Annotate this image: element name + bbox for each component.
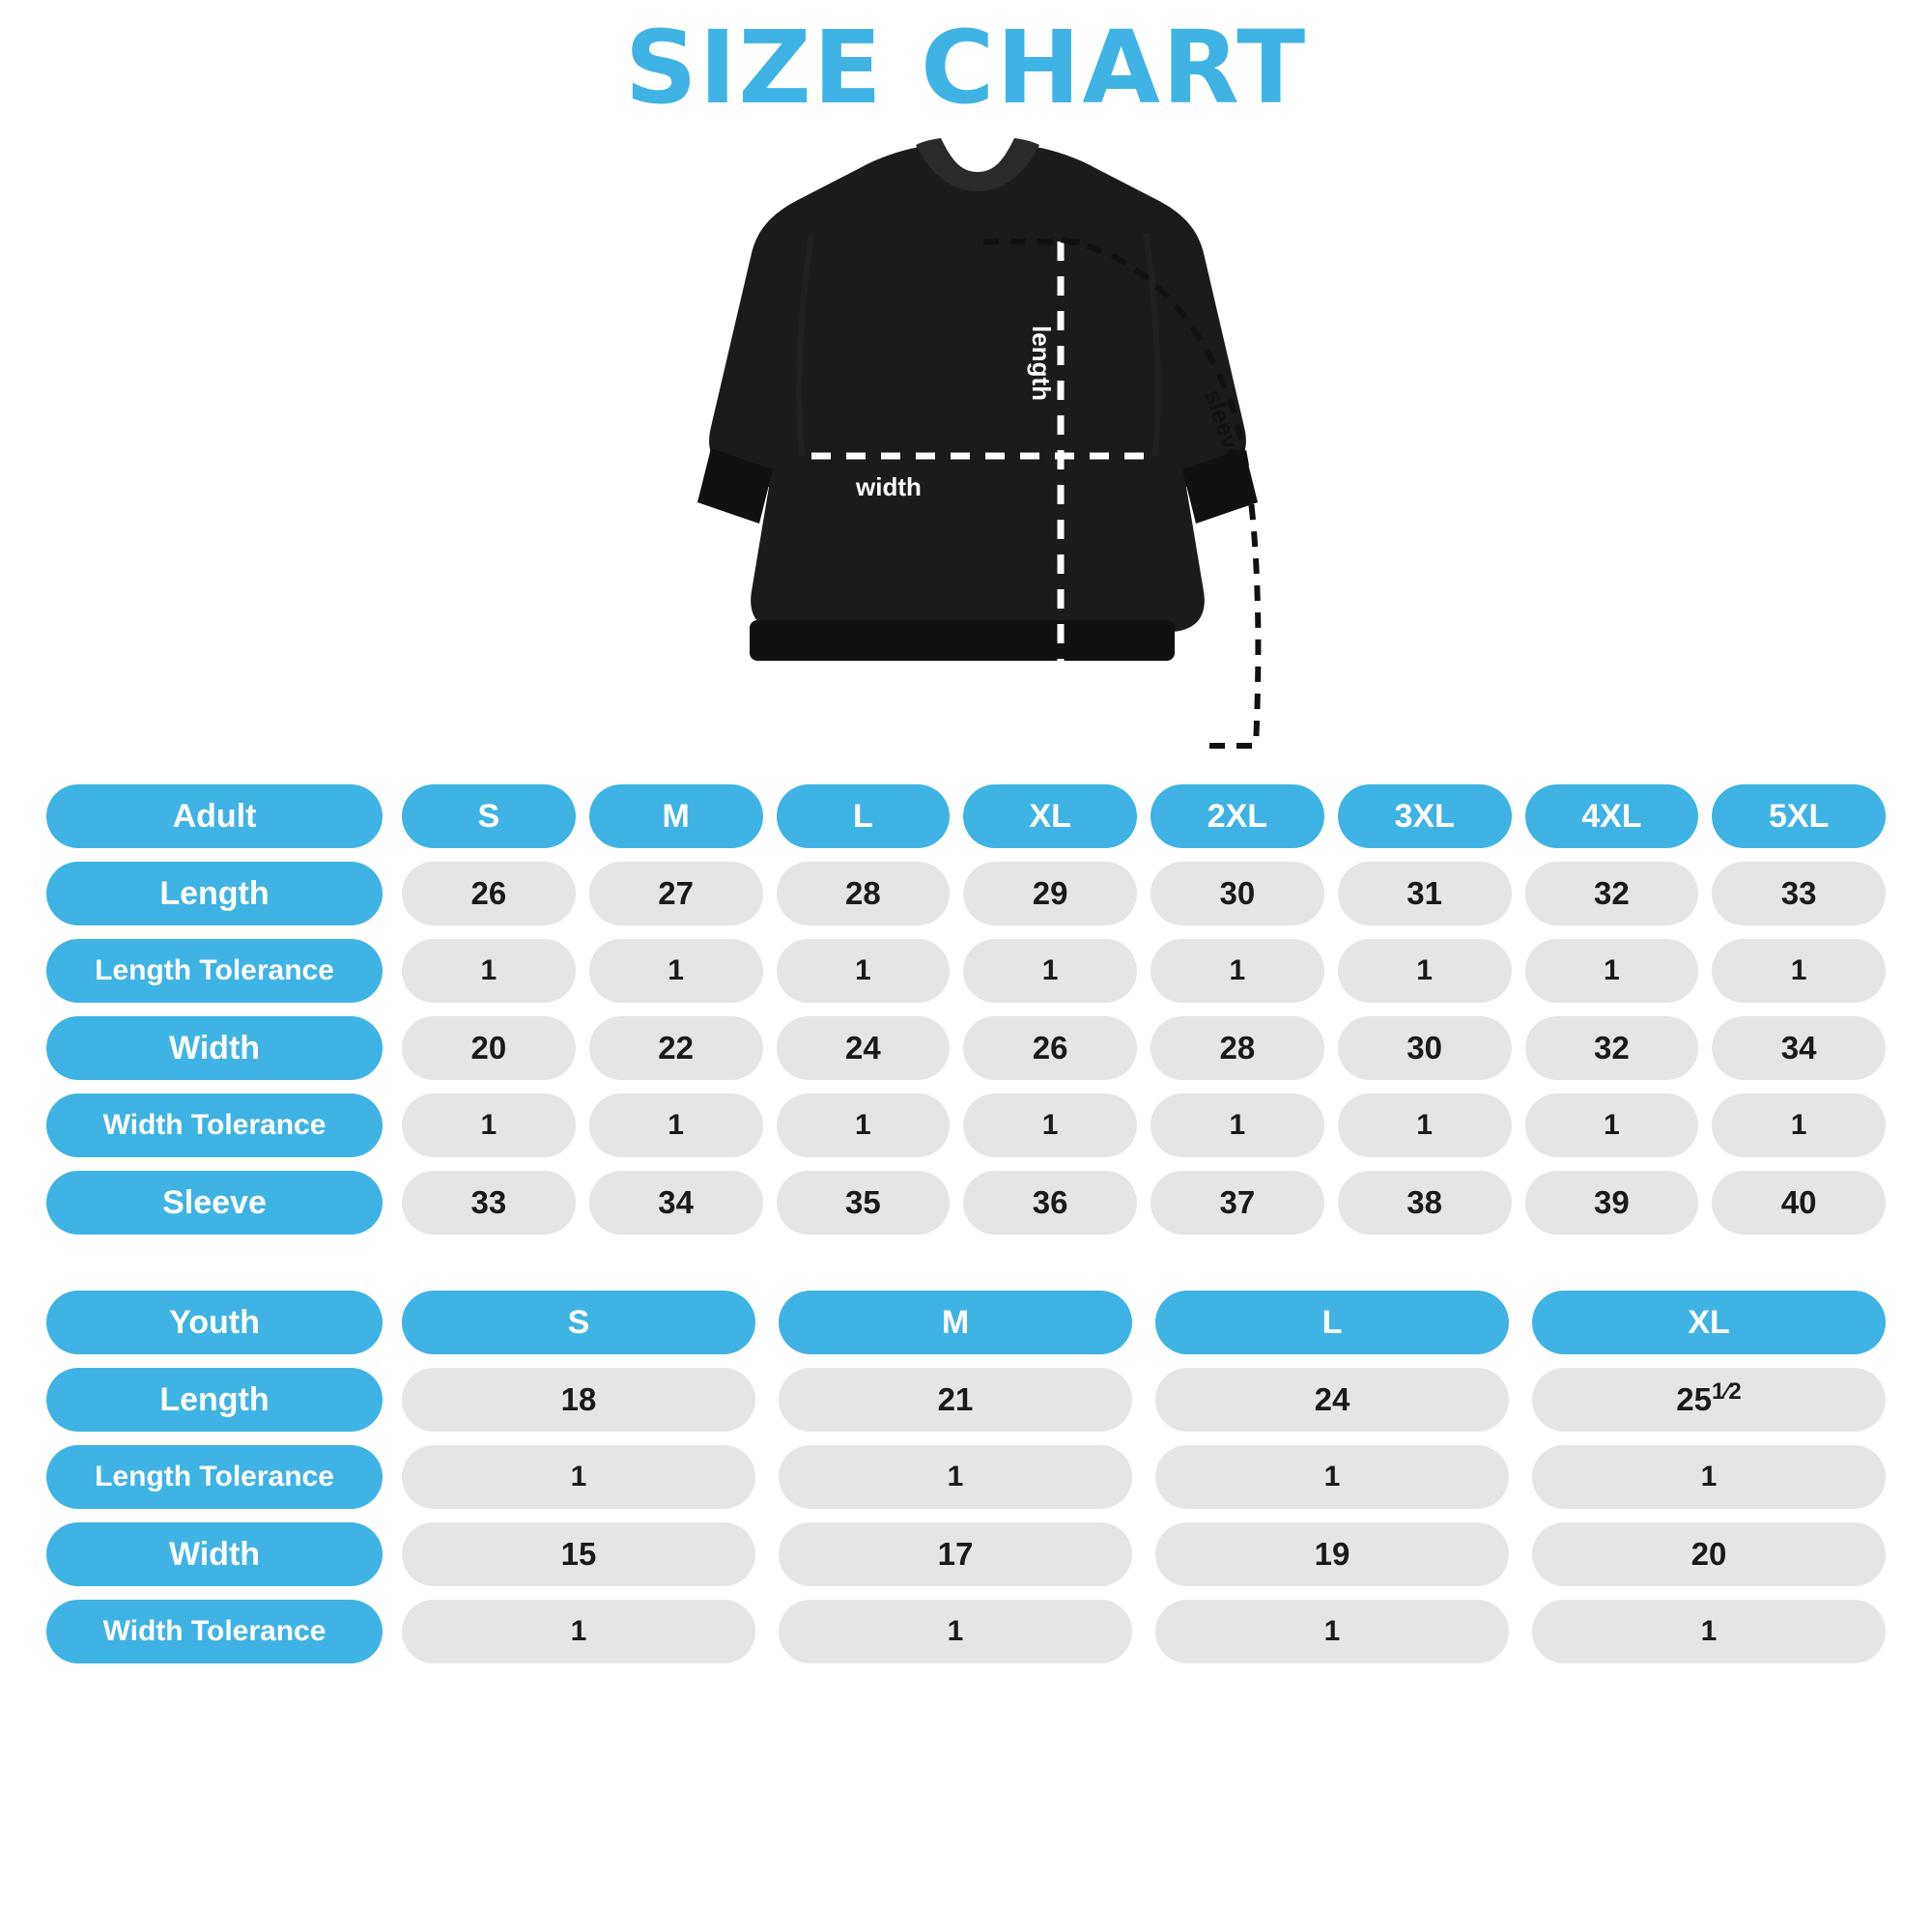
- measurement-guides: [0, 118, 1932, 784]
- cell-value: 40: [1712, 1171, 1886, 1235]
- cell-value: 31: [1338, 862, 1512, 925]
- cell-value: 1: [402, 1600, 755, 1663]
- cell-value: 1: [1338, 939, 1512, 1003]
- table-row: [46, 862, 1886, 925]
- cell-value: 32: [1525, 862, 1699, 925]
- cell-value-fraction: $25^{1⁄2}$: [1532, 1368, 1886, 1432]
- column-header-xl: XL: [1532, 1291, 1886, 1354]
- table-row: [46, 1600, 1886, 1663]
- column-header-4xl: 4XL: [1525, 784, 1699, 848]
- cell-value: 28: [777, 862, 951, 925]
- cell-value: 21: [779, 1368, 1132, 1432]
- row-label-sleeve: Sleeve: [46, 1171, 383, 1235]
- cell-value: 1: [1532, 1445, 1886, 1509]
- column-header-m: M: [589, 784, 763, 848]
- cell-value: 29: [963, 862, 1137, 925]
- cell-value: 18: [402, 1368, 755, 1432]
- table-row: [46, 1291, 1886, 1354]
- table-row: [46, 1171, 1886, 1235]
- table-row: [46, 1445, 1886, 1509]
- cell-value: 32: [1525, 1016, 1699, 1080]
- cell-value: 15: [402, 1522, 755, 1586]
- cell-value: 1: [589, 939, 763, 1003]
- length-label: length: [1027, 326, 1056, 401]
- cell-value: 30: [1338, 1016, 1512, 1080]
- table-row: [46, 939, 1886, 1003]
- width-label: width: [856, 472, 922, 501]
- cell-value: 1: [1151, 1094, 1324, 1157]
- adult-header-label: Adult: [46, 784, 383, 848]
- cell-value: 1: [1712, 1094, 1886, 1157]
- cell-value: 34: [1712, 1016, 1886, 1080]
- cell-value: 27: [589, 862, 763, 925]
- cell-value: 1: [963, 1094, 1137, 1157]
- cell-value: 1: [1155, 1600, 1509, 1663]
- cell-value: 1: [402, 1445, 755, 1509]
- row-label-width: Width: [46, 1522, 383, 1586]
- row-label-length: Length: [46, 1368, 383, 1432]
- cell-value: 1: [402, 1094, 576, 1157]
- cell-value: 1: [777, 939, 951, 1003]
- cell-value: 1: [1525, 1094, 1699, 1157]
- cell-value: 36: [963, 1171, 1137, 1235]
- column-header-s: S: [402, 1291, 755, 1354]
- row-label-width-tolerance: Width Tolerance: [46, 1094, 383, 1157]
- cell-value: 1: [779, 1600, 1132, 1663]
- column-header-l: L: [1155, 1291, 1509, 1354]
- cell-value: 20: [1532, 1522, 1886, 1586]
- table-row: [46, 1016, 1886, 1080]
- table-row: [46, 784, 1886, 848]
- cell-value: 1: [1712, 939, 1886, 1003]
- cell-value: 17: [779, 1522, 1132, 1586]
- table-row: [46, 1522, 1886, 1586]
- cell-value: 19: [1155, 1522, 1509, 1586]
- cell-value: 28: [1151, 1016, 1324, 1080]
- column-header-m: M: [779, 1291, 1132, 1354]
- column-header-l: L: [777, 784, 951, 848]
- table-row: [46, 1094, 1886, 1157]
- row-label-width-tolerance: Width Tolerance: [46, 1600, 383, 1663]
- cell-value: 39: [1525, 1171, 1699, 1235]
- cell-value: 20: [402, 1016, 576, 1080]
- cell-value: 24: [777, 1016, 951, 1080]
- table-row: [46, 1368, 1886, 1432]
- page-title: SIZE CHART: [624, 9, 1308, 127]
- cell-value: 1: [402, 939, 576, 1003]
- row-label-length-tolerance: Length Tolerance: [46, 939, 383, 1003]
- cell-value: 24: [1155, 1368, 1509, 1432]
- cell-value: 1: [1338, 1094, 1512, 1157]
- cell-value: 1: [1525, 939, 1699, 1003]
- column-header-s: S: [402, 784, 576, 848]
- cell-value: 22: [589, 1016, 763, 1080]
- row-label-width: Width: [46, 1016, 383, 1080]
- youth-size-table: [0, 1291, 1932, 1663]
- cell-value: 33: [1712, 862, 1886, 925]
- column-header-2xl: 2XL: [1151, 784, 1324, 848]
- cell-value: 26: [963, 1016, 1137, 1080]
- cell-value: 1: [1151, 939, 1324, 1003]
- cell-value: 1: [1155, 1445, 1509, 1509]
- garment-illustration: [0, 118, 1932, 784]
- youth-header-label: Youth: [46, 1291, 383, 1354]
- cell-value: 30: [1151, 862, 1324, 925]
- cell-value: 26: [402, 862, 576, 925]
- cell-value: 35: [777, 1171, 951, 1235]
- adult-size-table: [0, 784, 1932, 1235]
- row-label-length: Length: [46, 862, 383, 925]
- cell-value: 1: [779, 1445, 1132, 1509]
- cell-value: 1: [963, 939, 1137, 1003]
- cell-value: 37: [1151, 1171, 1324, 1235]
- column-header-3xl: 3XL: [1338, 784, 1512, 848]
- column-header-5xl: 5XL: [1712, 784, 1886, 848]
- cell-value: 1: [589, 1094, 763, 1157]
- column-header-xl: XL: [963, 784, 1137, 848]
- cell-value: 33: [402, 1171, 576, 1235]
- row-label-length-tolerance: Length Tolerance: [46, 1445, 383, 1509]
- cell-value: 34: [589, 1171, 763, 1235]
- sleeve-label: sleeve: [1199, 386, 1248, 466]
- cell-value: 1: [777, 1094, 951, 1157]
- cell-value: 1: [1532, 1600, 1886, 1663]
- cell-value: 38: [1338, 1171, 1512, 1235]
